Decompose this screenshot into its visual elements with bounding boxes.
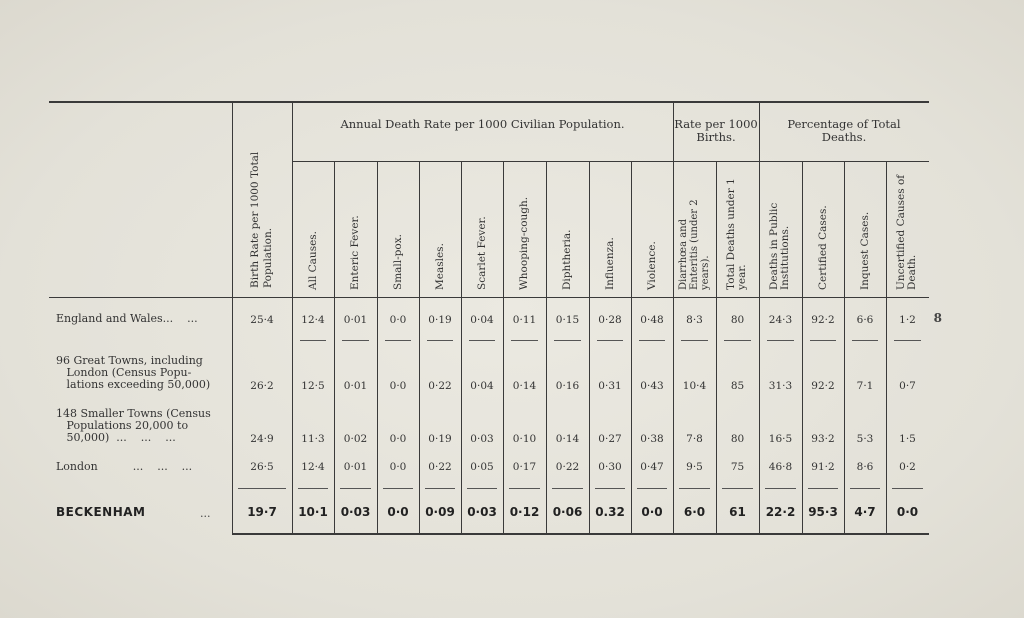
beckenham-cell: 61 xyxy=(729,505,746,519)
row-label-london: London ... ... ... xyxy=(56,460,193,473)
header-diarrhoea-enteritis: Diarrhœa and Enteritis (under 2 years). xyxy=(677,199,711,290)
separator-dash xyxy=(894,340,921,341)
separator-dash xyxy=(722,488,753,489)
table-cell: 12·5 xyxy=(301,380,325,392)
separator-dash xyxy=(808,488,838,489)
table-bottom-rule xyxy=(232,533,929,535)
table-cell: 0·05 xyxy=(470,461,494,473)
table-cell: 0·16 xyxy=(555,380,580,392)
table-cell: 1·5 xyxy=(899,433,916,445)
separator-dash xyxy=(467,488,497,489)
table-cell: 91·2 xyxy=(811,461,835,473)
separator-dash xyxy=(724,340,751,341)
separator-dash xyxy=(300,340,326,341)
row-label-148-smaller-towns: 148 Smaller Towns (Census Populations 20,000 to 50,000) ... ... ... xyxy=(56,407,211,444)
header-all-causes: All Causes. xyxy=(306,230,319,290)
death-rate-group-header: Annual Death Rate per 1000 Civilian Population. xyxy=(340,117,625,131)
col-rule xyxy=(589,161,590,533)
table-cell: 25·4 xyxy=(250,314,274,326)
table-cell: 0·01 xyxy=(343,461,368,473)
header-uncertified-causes: Uncertified Causes of Death. xyxy=(895,174,918,290)
table-cell: 0·48 xyxy=(640,314,664,326)
separator-dash xyxy=(342,340,369,341)
table-cell: 75 xyxy=(730,461,745,473)
separator-dash xyxy=(852,340,878,341)
percentage-group-header: Percentage of Total Deaths. xyxy=(787,117,901,144)
table-cell: 0·02 xyxy=(343,433,368,445)
header-small-pox: Small-pox. xyxy=(391,234,404,290)
table-cell: 0·01 xyxy=(343,380,368,392)
table-cell: 0·10 xyxy=(512,433,537,445)
separator-dash xyxy=(892,488,923,489)
header-scarlet-fever: Scarlet Fever. xyxy=(475,216,488,290)
header-inquest-cases: Inquest Cases. xyxy=(858,211,871,290)
table-cell: 0·01 xyxy=(343,314,368,326)
table-cell: 0·28 xyxy=(598,314,622,326)
col-rule xyxy=(844,161,845,533)
beckenham-cell: 0·0 xyxy=(387,505,409,519)
separator-dash xyxy=(595,488,625,489)
table-cell: 31·3 xyxy=(768,380,793,392)
table-cell: 1·2 xyxy=(899,314,916,326)
beckenham-cell: 0·09 xyxy=(425,505,455,519)
beckenham-cell: 95·3 xyxy=(808,505,838,519)
table-cell: 6·6 xyxy=(856,314,874,326)
table-cell: 0·04 xyxy=(470,380,494,392)
beckenham-cell: 0·12 xyxy=(509,505,540,519)
col-rule xyxy=(886,161,887,533)
row-label-england-wales: England and Wales... ... xyxy=(56,312,198,325)
col-rule xyxy=(802,161,803,533)
table-cell: 0·03 xyxy=(470,433,494,445)
table-cell: 0·15 xyxy=(555,314,580,326)
beckenham-leader-dots: ... xyxy=(200,507,211,520)
death-rate-group-rule xyxy=(292,161,673,162)
table-cell: 26·2 xyxy=(250,380,274,392)
beckenham-cell: 10·1 xyxy=(298,505,328,519)
beckenham-cell: 0·03 xyxy=(340,505,371,519)
table-cell: 46·8 xyxy=(768,461,793,473)
table-cell: 0·2 xyxy=(899,461,916,473)
col-rule xyxy=(716,161,717,533)
row-label-96-great-towns: 96 Great Towns, including London (Census Popu- lations exceeding 50,000) xyxy=(56,354,211,391)
table-cell: 0·11 xyxy=(512,314,537,326)
table-cell: 92·2 xyxy=(811,314,835,326)
header-total-deaths-under-1: Total Deaths under 1 year. xyxy=(725,178,748,290)
table-cell: 0·19 xyxy=(428,433,452,445)
separator-dash xyxy=(383,488,413,489)
header-enteric-fever: Enteric Fever. xyxy=(348,215,361,290)
table-cell: 0·38 xyxy=(640,433,664,445)
header-birth-rate: Birth Rate per 1000 Total Population. xyxy=(249,151,274,288)
separator-dash xyxy=(385,340,411,341)
table-cell: 8·3 xyxy=(686,314,703,326)
table-cell: 0·30 xyxy=(598,461,622,473)
col-rule xyxy=(461,161,462,533)
table-cell: 0·0 xyxy=(389,461,407,473)
col-rule xyxy=(631,161,632,533)
separator-dash xyxy=(511,340,538,341)
col-rule xyxy=(503,161,504,533)
table-cell: 0·47 xyxy=(640,461,664,473)
table-cell: 0·27 xyxy=(598,433,622,445)
table-cell: 0·14 xyxy=(555,433,580,445)
separator-dash xyxy=(509,488,540,489)
table-cell: 24·3 xyxy=(768,314,793,326)
table-cell: 80 xyxy=(730,314,745,326)
table-cell: 0·19 xyxy=(428,314,452,326)
separator-dash xyxy=(679,488,710,489)
beckenham-cell: 6·0 xyxy=(683,505,706,519)
separator-dash xyxy=(767,340,794,341)
table-cell: 10·4 xyxy=(682,380,707,392)
separator-dash xyxy=(639,340,665,341)
separator-dash xyxy=(637,488,667,489)
header-whooping-cough: Whooping-cough. xyxy=(517,196,530,290)
table-cell: 0·14 xyxy=(512,380,537,392)
table-cell: 5·3 xyxy=(856,433,874,445)
table-cell: 12·4 xyxy=(301,314,325,326)
beckenham-cell: 0·0 xyxy=(896,505,919,519)
header-deaths-public-institutions: Deaths in Public Institutions. xyxy=(768,202,791,290)
table-cell: 24·9 xyxy=(250,433,274,445)
separator-dash xyxy=(554,340,581,341)
table-cell: 85 xyxy=(730,380,745,392)
beckenham-cell: 22·2 xyxy=(765,505,796,519)
table-cell: 0·22 xyxy=(428,461,452,473)
separator-dash xyxy=(298,488,328,489)
page-number: 8 xyxy=(933,311,942,325)
table-cell: 8·6 xyxy=(856,461,874,473)
header-certified-cases: Certified Cases. xyxy=(816,205,829,290)
beckenham-cell: 0·06 xyxy=(552,505,583,519)
header-diphtheria: Diphtheria. xyxy=(560,229,573,290)
beckenham-cell: 0.32 xyxy=(595,505,625,519)
separator-dash xyxy=(340,488,371,489)
beckenham-cell: 0·03 xyxy=(467,505,497,519)
table-cell: 93·2 xyxy=(811,433,835,445)
table-cell: 0·31 xyxy=(598,380,622,392)
beckenham-cell: 0·0 xyxy=(641,505,663,519)
separator-dash xyxy=(427,340,453,341)
table-cell: 0·04 xyxy=(470,314,494,326)
table-cell: 0·22 xyxy=(428,380,452,392)
row-label-beckenham: BECKENHAM xyxy=(56,505,146,519)
separator-dash xyxy=(552,488,583,489)
table-cell: 9·5 xyxy=(686,461,703,473)
header-bottom-rule xyxy=(49,297,929,298)
col-rule xyxy=(377,161,378,533)
separator-dash xyxy=(597,340,623,341)
header-measles: Measles. xyxy=(433,243,446,290)
header-influenza: Influenza. xyxy=(603,237,616,290)
table-cell: 16·5 xyxy=(768,433,793,445)
table-cell: 0·22 xyxy=(555,461,580,473)
table-cell: 80 xyxy=(730,433,745,445)
table-cell: 0·43 xyxy=(640,380,664,392)
beckenham-cell: 4·7 xyxy=(854,505,876,519)
separator-dash xyxy=(425,488,455,489)
separator-dash xyxy=(469,340,495,341)
separator-dash xyxy=(238,488,286,489)
beckenham-cell: 19·7 xyxy=(247,505,277,519)
table-cell: 0·17 xyxy=(512,461,537,473)
table-cell: 26·5 xyxy=(250,461,274,473)
separator-dash xyxy=(681,340,708,341)
table-cell: 0·7 xyxy=(899,380,916,392)
separator-dash xyxy=(810,340,836,341)
table-cell: 11·3 xyxy=(301,433,325,445)
rate-per-births-group-header: Rate per 1000 Births. xyxy=(674,117,758,144)
col-rule xyxy=(546,161,547,533)
separator-dash xyxy=(765,488,796,489)
table-cell: 0·0 xyxy=(389,314,407,326)
table-cell: 7·1 xyxy=(856,380,874,392)
col-rule xyxy=(334,161,335,533)
col-rule xyxy=(419,161,420,533)
table-cell: 0·0 xyxy=(389,380,407,392)
header-violence: Violence. xyxy=(645,241,658,290)
table-cell: 7·8 xyxy=(686,433,703,445)
table-cell: 12·4 xyxy=(301,461,325,473)
table-cell: 92·2 xyxy=(811,380,835,392)
table-top-rule xyxy=(49,101,929,103)
separator-dash xyxy=(850,488,880,489)
table-cell: 0·0 xyxy=(389,433,407,445)
